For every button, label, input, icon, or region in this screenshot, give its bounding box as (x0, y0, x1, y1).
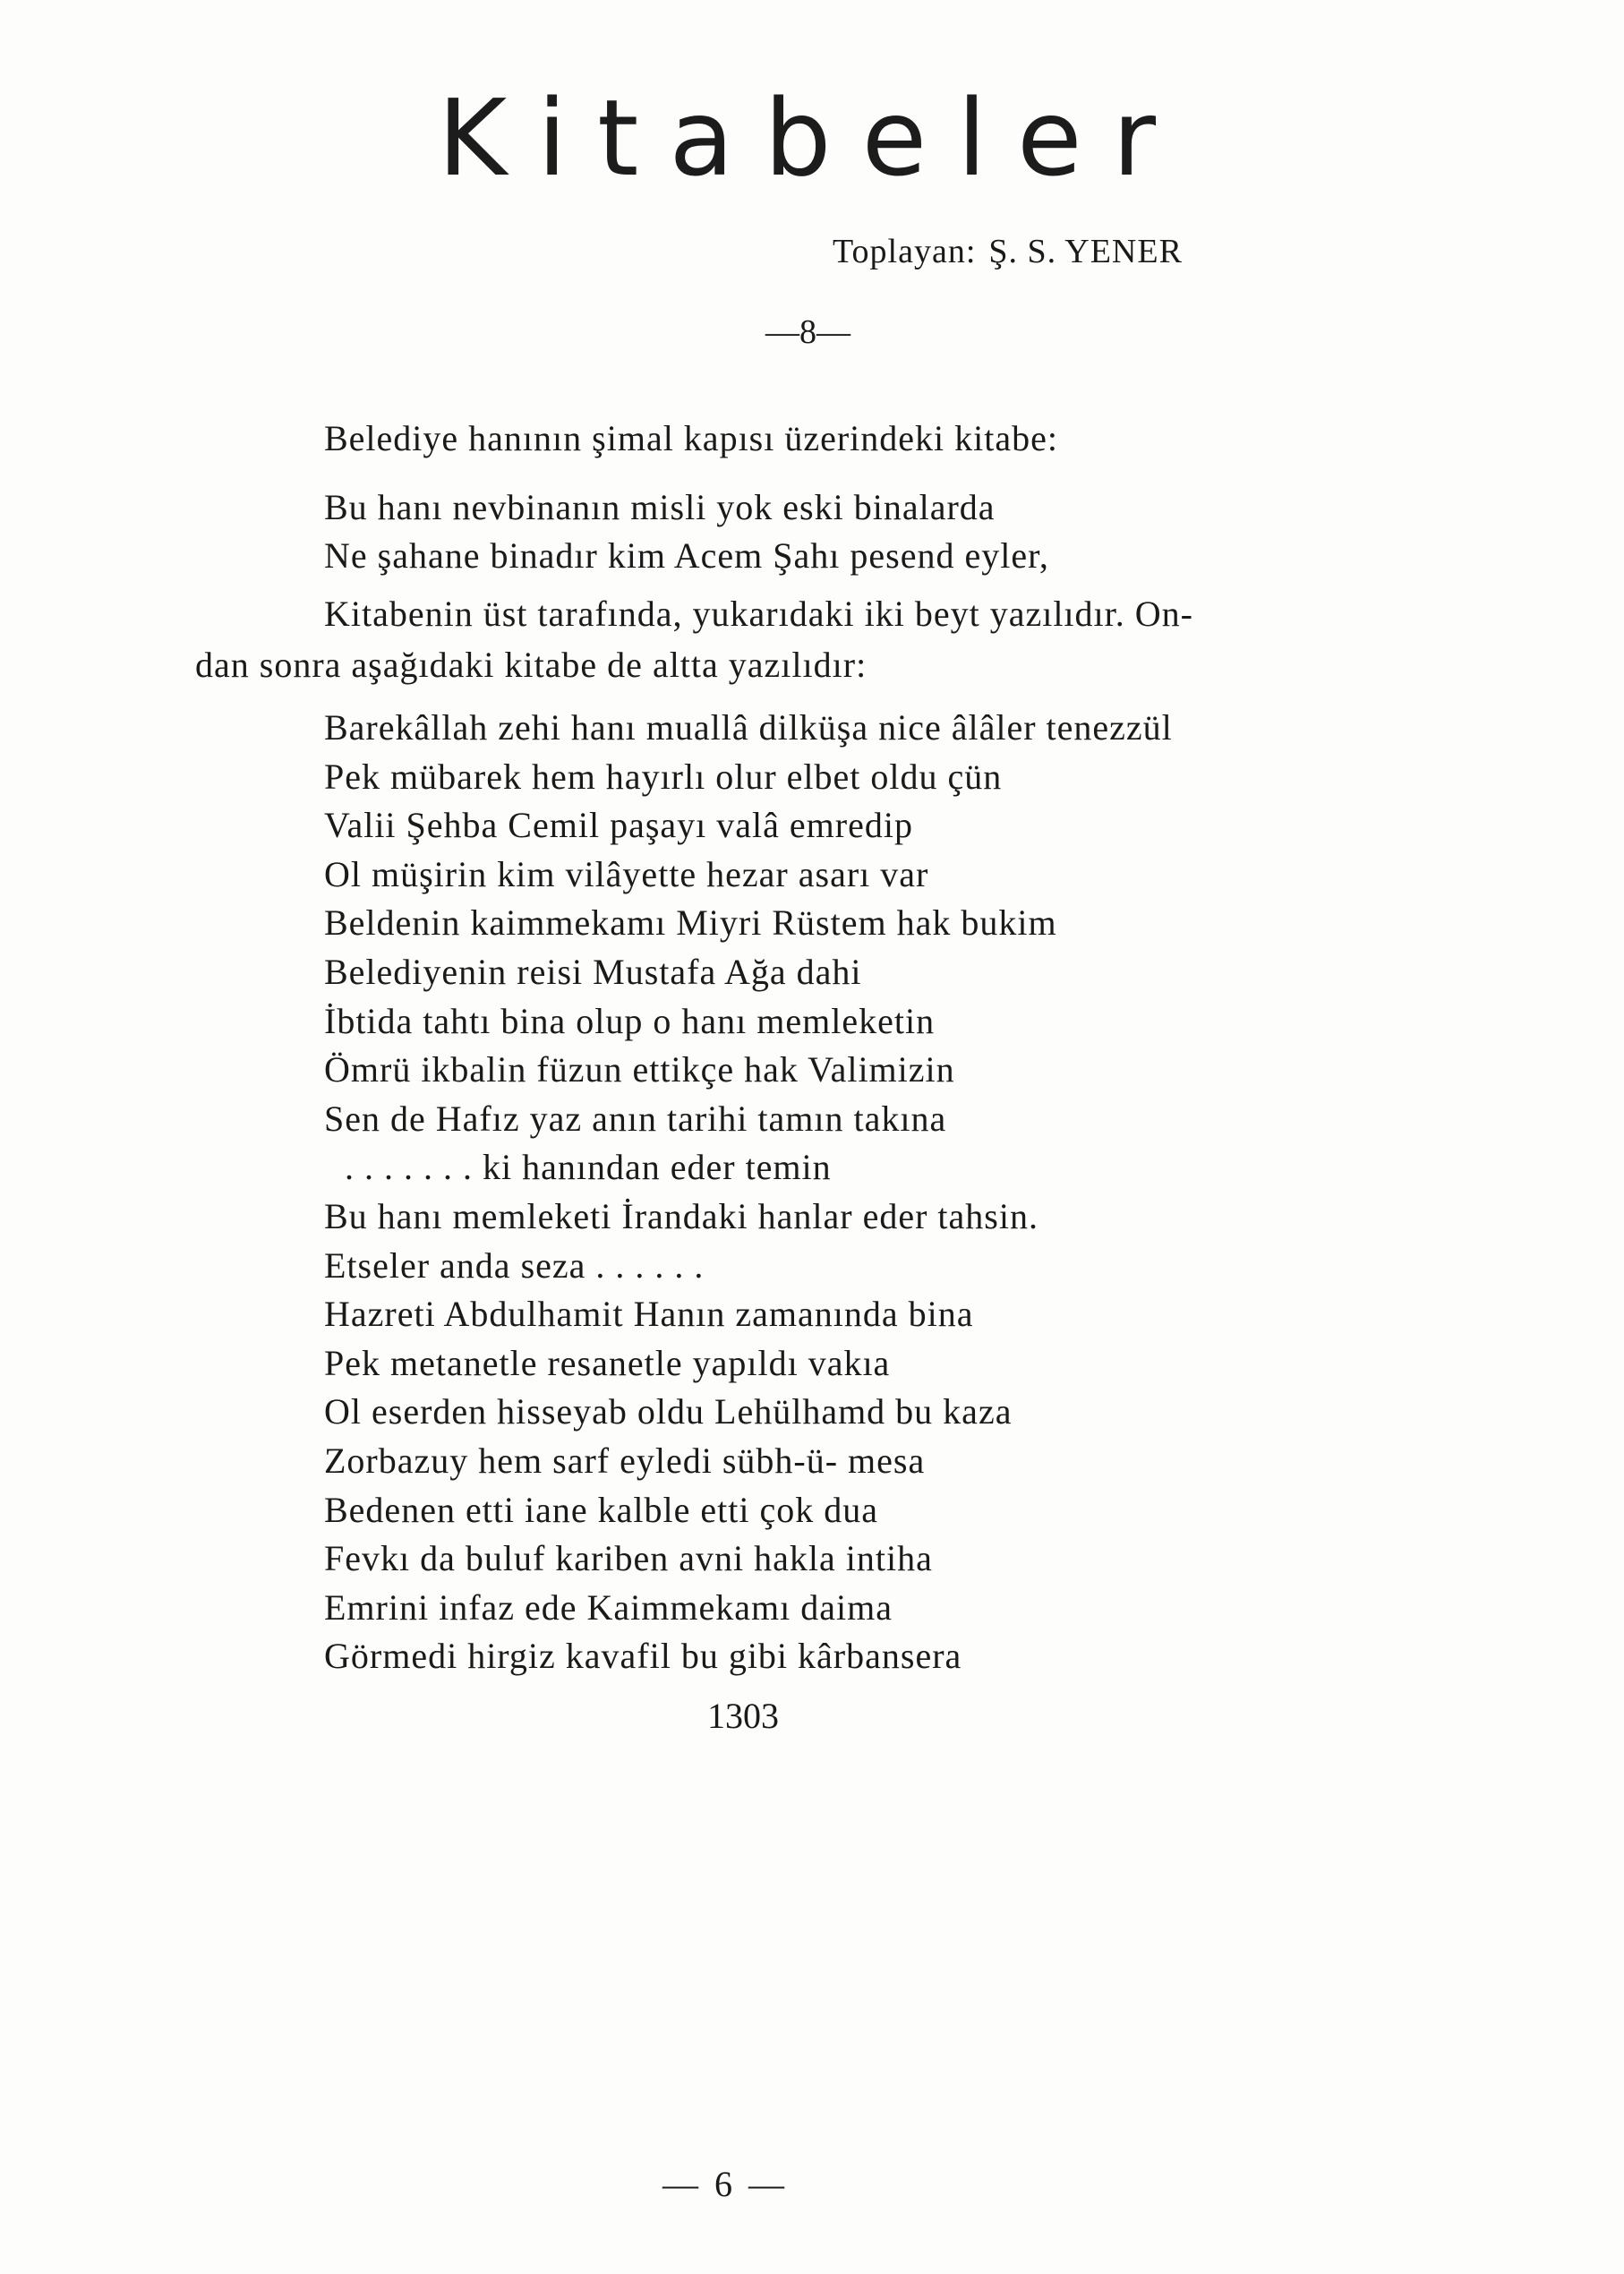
verse-line: . . . . . . . ki hanından eder temin (345, 1147, 832, 1187)
couplet-line: Bu hanı nevbinanın misli yok eski binalarda (324, 487, 996, 527)
verse-line: Sen de Hafız yaz anın tarihi tamın takına (324, 1099, 947, 1139)
verse-line: Zorbazuy hem sarf eyledi sübh-ü- mesa (324, 1440, 926, 1481)
verse-line: Pek mübarek hem hayırlı olur elbet oldu çün (324, 757, 1003, 797)
verse-line: Bedenen etti iane kalble etti çok dua (324, 1490, 878, 1530)
inscription-year: 1303 (707, 1696, 779, 1736)
page-number: — 6 — (662, 2164, 788, 2204)
verse-line: Emrini infaz ede Kaimmekamı daima (324, 1587, 893, 1628)
verse-line: Ömrü ikbalin füzun ettikçe hak Valimizin (324, 1049, 955, 1090)
intro-heading: Belediye hanının şimal kapısı üzerindeki kitabe: (324, 418, 1059, 458)
verse-line: Pek metanetle resanetle yapıldı vakıa (324, 1343, 891, 1383)
verse-line: Ol müşirin kim vilâyette hezar asarı var (324, 854, 929, 894)
collector-name: Ş. S. YENER (988, 233, 1183, 270)
verse-line: Görmedi hirgiz kavafil bu gibi kârbansera (324, 1636, 962, 1676)
couplet-line: Ne şahane binadır kim Acem Şahı pesend eyler, (324, 535, 1049, 576)
verse-line: Etseler anda seza . . . . . . (324, 1245, 705, 1286)
verse-line: Bu hanı memleketi İrandaki hanlar eder tahsin. (324, 1196, 1039, 1236)
verse-line: Fevkı da buluf kariben avni hakla intiha (324, 1538, 933, 1578)
verse-line: İbtida tahtı bina olup o hanı memleketin (324, 1001, 936, 1041)
prose-line: dan sonra aşağıdaki kitabe de altta yazılıdır: (195, 645, 868, 685)
verse-line: Belediyenin reisi Mustafa Ağa dahi (324, 952, 862, 992)
page-title: Kitabeler (437, 76, 1187, 200)
verse-line: Barekâllah zehi hanı muallâ dilküşa nice âlâler tenezzül (324, 707, 1173, 748)
verse-line: Hazreti Abdulhamit Hanın zamanında bina (324, 1294, 974, 1334)
prose-line: Kitabenin üst tarafında, yukarıdaki iki beyt yazılıdır. On- (324, 594, 1193, 634)
collector-label: Toplayan: (833, 233, 977, 270)
verse-line: Valii Şehba Cemil paşayı valâ emredip (324, 805, 913, 845)
verse-line: Beldenin kaimmekamı Miyri Rüstem hak bukim (324, 902, 1057, 943)
section-number: —8— (765, 313, 850, 351)
verse-line: Ol eserden hisseyab oldu Lehülhamd bu kaza (324, 1391, 1013, 1432)
